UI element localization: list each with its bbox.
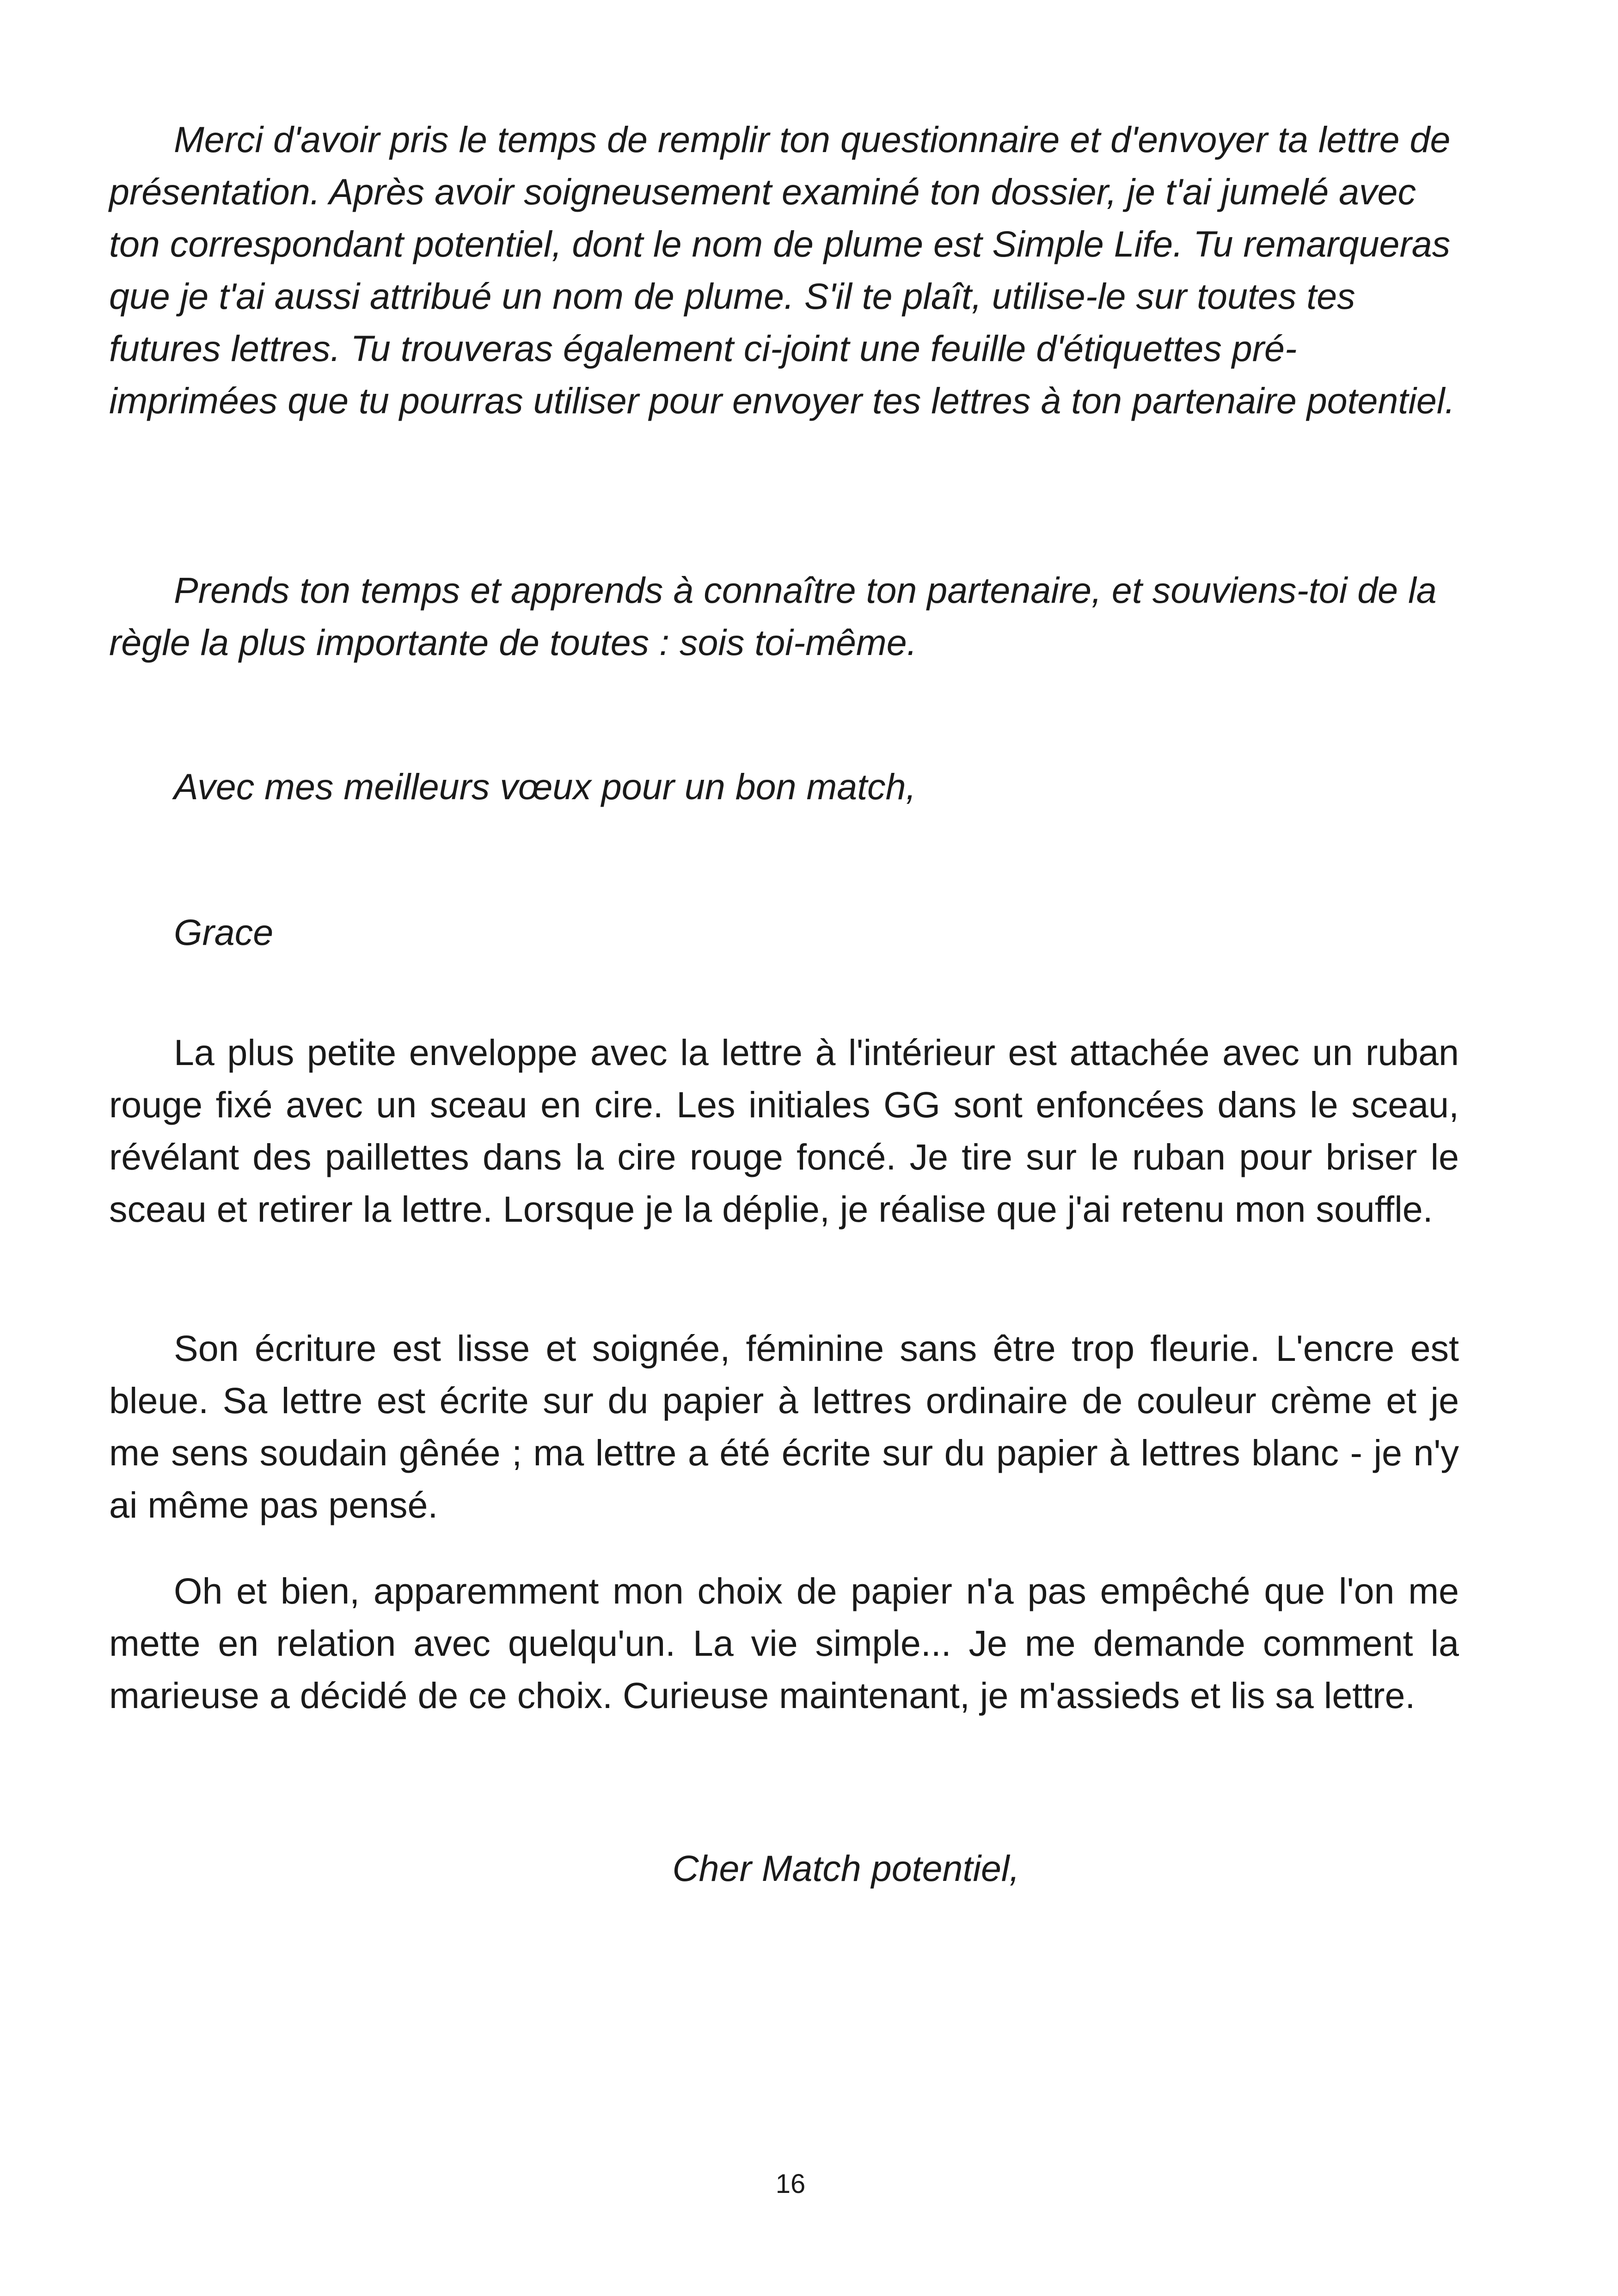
letter-paragraph-2-block [109, 564, 1459, 668]
narrative-paragraph-3-block [109, 1565, 1459, 1721]
narrative-paragraph-1: La plus petite enveloppe avec la lettre à l'intérieur est attachée avec un ruban rouge fixé avec un sceau en cire. Les initiales GG sont enfoncées dans le sceau, révélant des paillettes dans la cire rouge foncé. Je tire sur le ruban pour briser le sceau et retirer la lettre. Lorsque je la déplie, je réalise que j'ai retenu mon souffle. [109, 1032, 1459, 1230]
letter-paragraph-2: Prends ton temps et apprends à connaître ton partenaire, et souviens-toi de la règle la plus importante de toutes : sois toi-même. [109, 569, 1437, 663]
letter-paragraph-1: Merci d'avoir pris le temps de remplir ton questionnaire et d'envoyer ta lettre de présentation. Après avoir soigneusement examiné ton dossier, je t'ai jumelé avec ton correspondant potentiel, dont le nom de plume est Simple Life. Tu remarqueras que je t'ai aussi attribué un nom de plume. S'il te plaît, utilise-le sur toutes tes futures lettres. Tu trouveras également ci-joint une feuille d'étiquettes pré-imprimées que tu pourras utiliser pour envoyer tes lettres à ton partenaire potentiel. [109, 119, 1455, 421]
narrative-paragraph-1-block [109, 1026, 1459, 1235]
letter-closing: Avec mes meilleurs vœux pour un bon match, [174, 766, 916, 807]
page-number: 16 [775, 2169, 806, 2199]
letter-signature: Grace [174, 912, 274, 953]
second-letter-salutation: Cher Match potentiel, [672, 1848, 1020, 1889]
narrative-paragraph-3: Oh et bien, apparemment mon choix de papier n'a pas empêché que l'on me mette en relation avec quelqu'un. La vie simple... Je me demande comment la marieuse a décidé de ce choix. Curieuse maintenant, je m'assieds et lis sa lettre. [109, 1570, 1459, 1716]
letter-paragraph-1-block [109, 113, 1459, 427]
narrative-paragraph-2: Son écriture est lisse et soignée, féminine sans être trop fleurie. L'encre est bleue. Sa lettre est écrite sur du papier à lettres ordinaire de couleur crème et je me sens soudain gênée ; ma lettre a été écrite sur du papier à lettres blanc - je n'y ai même pas pensé. [109, 1328, 1459, 1525]
narrative-paragraph-2-block [109, 1322, 1459, 1531]
